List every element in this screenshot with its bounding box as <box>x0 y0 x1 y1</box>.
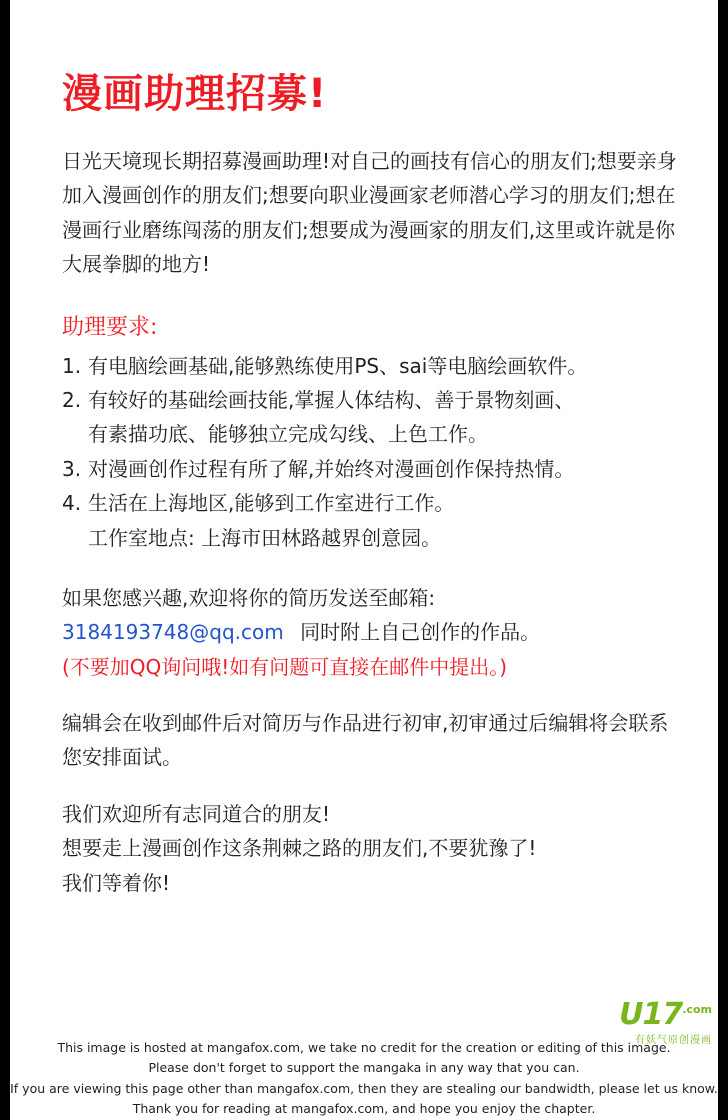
spacer <box>62 684 682 706</box>
email-line <box>62 615 682 649</box>
email-note: (不要加QQ询问哦!如有问题可直接在邮件中提出。) <box>62 654 508 679</box>
list-item <box>62 383 682 417</box>
requirements-heading: 助理要求: <box>62 314 158 340</box>
list-item-text: 有较好的基础绘画技能,掌握人体结构、善于景物刻画、 <box>88 387 575 412</box>
list-item-text-2: 工作室地点: 上海市田林路越界创意园。 <box>88 525 442 550</box>
u17-dotcom: .com <box>682 1003 712 1016</box>
spacer <box>62 555 682 581</box>
list-item-number: 2. <box>62 387 82 412</box>
list-item-number: 4. <box>62 491 82 516</box>
content-column <box>62 70 682 900</box>
list-item <box>62 452 682 486</box>
u17-wordmark <box>566 997 712 1032</box>
u17-text: U17 <box>619 997 683 1032</box>
page-title: 漫画助理招募! <box>62 71 328 117</box>
list-item <box>62 486 682 520</box>
right-border-band <box>718 0 728 1120</box>
list-item-text: 生活在上海地区,能够到工作室进行工作。 <box>88 491 455 516</box>
footer-line: This image is hosted at mangafox.com, we take no credit for the creation or editing of this image. <box>57 1040 671 1055</box>
contact-lead-text: 如果您感兴趣,欢迎将你的简历发送至邮箱: <box>62 585 436 610</box>
email-suffix-text: 同时附上自己创作的作品。 <box>300 620 541 645</box>
list-item <box>62 349 682 383</box>
closing-line-2: 想要走上漫画创作这条荆棘之路的朋友们,不要犹豫了! <box>62 836 537 861</box>
email-address[interactable]: 3184193748@qq.com <box>62 620 284 645</box>
footer-notice <box>0 1038 728 1119</box>
closing-line-3: 我们等着你! <box>62 870 171 895</box>
requirements-list <box>62 349 682 555</box>
list-item-continuation <box>62 521 682 555</box>
footer-line: If you are viewing this page other than mangafox.com, then they are stealing our bandwidth, please let us know. <box>10 1080 718 1096</box>
list-item-number: 3. <box>62 456 82 481</box>
left-border-band <box>0 0 10 1120</box>
process-paragraph: 编辑会在收到邮件后对简历与作品进行初审,初审通过后编辑将会联系您安排面试。 <box>62 711 669 770</box>
u17-logo <box>566 997 712 1046</box>
footer-line: Please don't forget to support the mangaka in any way that you can. <box>148 1060 580 1076</box>
footer-line: Thank you for reading at mangafox.com, and hope you enjoy the chapter. <box>132 1100 596 1116</box>
intro-paragraph: 日光天境现长期招募漫画助理!对自己的画技有信心的朋友们;想要亲身加入漫画创作的朋友们;想要向职业漫画家老师潜心学习的朋友们;想在漫画行业磨练闯荡的朋友们;想要成为漫画家的朋友们,这里或许就是你大展拳脚的地方! <box>62 149 677 277</box>
list-item-text: 有电脑绘画基础,能够熟练使用PS、sai等电脑绘画软件。 <box>88 353 588 378</box>
list-item-continuation <box>62 417 682 451</box>
list-item-number: 1. <box>62 353 82 378</box>
list-item-text-2: 有素描功底、能够独立完成勾线、上色工作。 <box>88 422 488 447</box>
list-item-text: 对漫画创作过程有所了解,并始终对漫画创作保持热情。 <box>88 456 575 481</box>
spacer <box>62 775 682 797</box>
u17-subtitle: 有妖气原创漫画 <box>635 1035 712 1046</box>
closing-line-1: 我们欢迎所有志同道合的朋友! <box>62 801 331 826</box>
